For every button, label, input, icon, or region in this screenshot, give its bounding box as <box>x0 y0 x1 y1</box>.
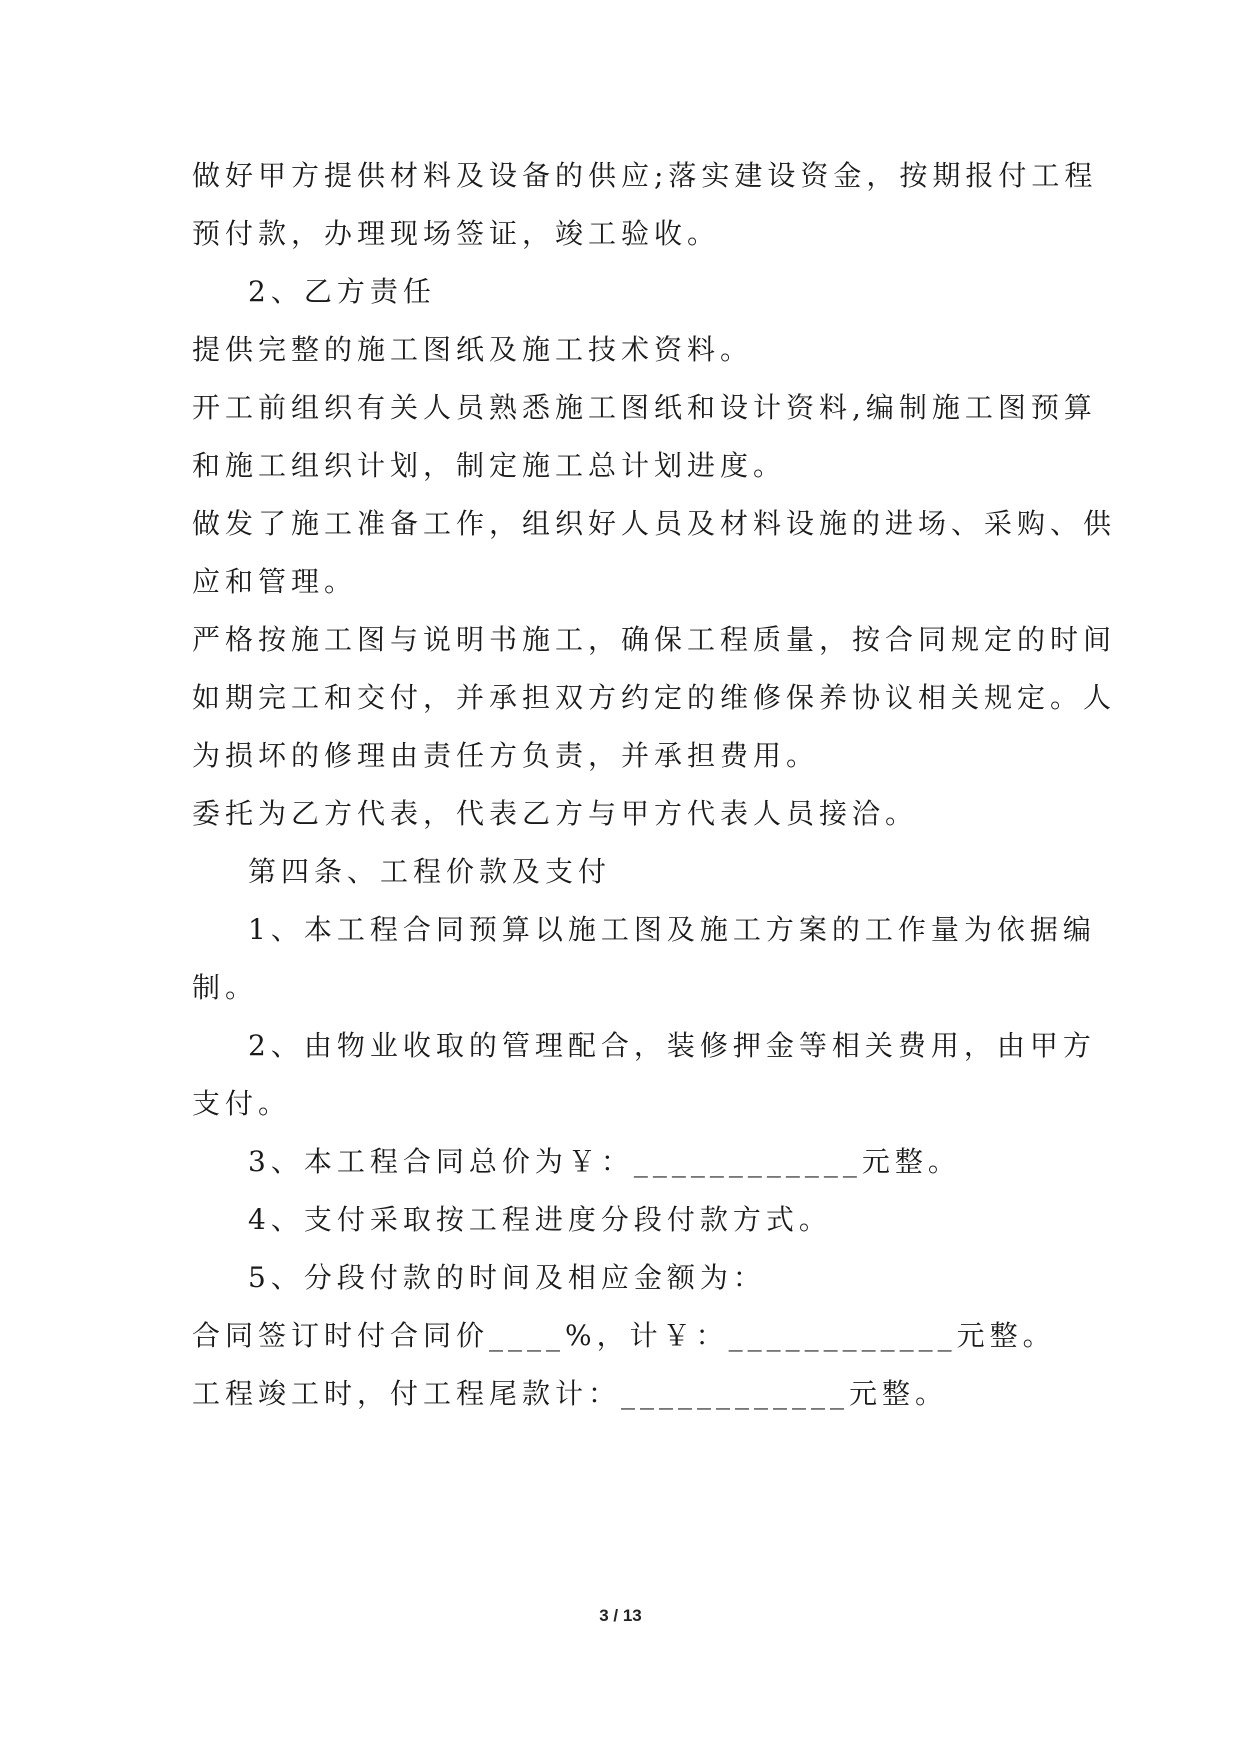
paragraph-line: 做发了施工准备工作，组织好人员及材料设施的进场、采购、供 <box>192 507 1117 540</box>
paragraph-line: 2、由物业收取的管理配合，装修押金等相关费用，由甲方 <box>248 1029 1096 1062</box>
paragraph-line: 合同签订时付合同价____%，计￥：____________元整。 <box>192 1319 1056 1352</box>
paragraph-line: 预付款，办理现场签证，竣工验收。 <box>192 217 721 250</box>
paragraph-line: 工程竣工时，付工程尾款计：____________元整。 <box>192 1377 949 1410</box>
paragraph-line: 提供完整的施工图纸及施工技术资料。 <box>192 333 754 366</box>
paragraph-line: 4、支付采取按工程进度分段付款方式。 <box>248 1203 832 1236</box>
paragraph-line: 如期完工和交付，并承担双方约定的维修保养协议相关规定。人 <box>192 681 1117 714</box>
paragraph-line: 委托为乙方代表，代表乙方与甲方代表人员接洽。 <box>192 797 919 830</box>
paragraph-line: 和施工组织计划，制定施工总计划进度。 <box>192 449 787 482</box>
paragraph-line: 3、本工程合同总价为￥：____________元整。 <box>248 1145 961 1178</box>
paragraph-line: 应和管理。 <box>192 565 358 598</box>
paragraph-line: 5、分段付款的时间及相应金额为： <box>248 1261 766 1294</box>
paragraph-line: 制。 <box>192 971 259 1004</box>
page-number: 3 / 13 <box>599 1606 642 1625</box>
section-heading-party-b-responsibility: 2、乙方责任 <box>248 275 436 308</box>
paragraph-line: 严格按施工图与说明书施工，确保工程质量，按合同规定的时间 <box>192 623 1117 656</box>
paragraph-line: 开工前组织有关人员熟悉施工图纸和设计资料,编制施工图预算 <box>192 391 1097 424</box>
article-heading-price-payment: 第四条、工程价款及支付 <box>248 855 612 888</box>
paragraph-line: 支付。 <box>192 1087 292 1120</box>
paragraph-line: 做好甲方提供材料及设备的供应;落实建设资金，按期报付工程 <box>192 159 1098 192</box>
paragraph-line: 1、本工程合同预算以施工图及施工方案的工作量为依据编 <box>248 913 1096 946</box>
paragraph-line: 为损坏的修理由责任方负责，并承担费用。 <box>192 739 820 772</box>
